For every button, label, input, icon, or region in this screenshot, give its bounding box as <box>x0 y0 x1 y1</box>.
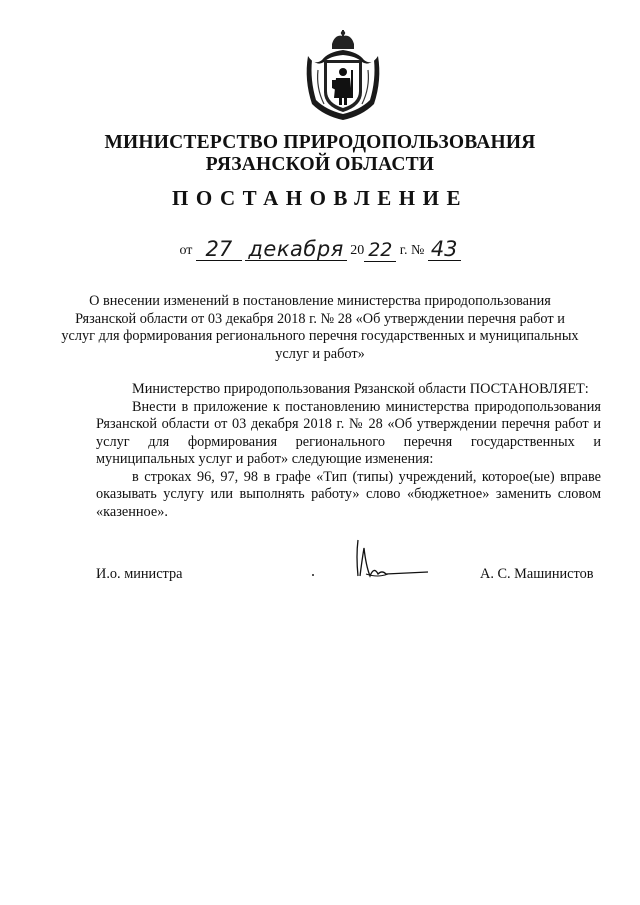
document-body <box>96 381 601 521</box>
signatory-name: А. С. Машинистов <box>480 566 594 582</box>
body-paragraph-resolves: Министерство природопользования Рязанской области ПОСТАНОВЛЯЕТ: <box>132 381 589 397</box>
body-paragraph-change: в строках 96, 97, 98 в графе «Тип (типы) учреждений, которое(ые) вправе оказывать услугу или выполнять работу» слово «бюджетное» заменить словом «казенное». <box>96 468 601 520</box>
date-prefix: от <box>179 243 193 258</box>
number-label: № <box>410 243 425 258</box>
ministry-name-line1: МИНИСТЕРСТВО ПРИРОДОПОЛЬЗОВАНИЯ <box>104 132 536 153</box>
handwritten-day: 27 <box>196 238 242 261</box>
ministry-name-line2: РЯЗАНСКОЙ ОБЛАСТИ <box>205 154 435 175</box>
stray-mark <box>312 574 314 576</box>
year-label: г. <box>399 243 408 258</box>
handwritten-month: декабря <box>245 238 346 261</box>
document-subject: О внесении изменений в постановление министерства природопользования Рязанской области от 03 декабря 2018 г. № 28 «Об утверждении перечня работ и услуг для формирования регионального перечня государственных и муниципальных услуг и работ» <box>61 293 579 362</box>
coat-of-arms-emblem <box>302 30 384 122</box>
signatory-position: И.о. министра <box>96 566 183 582</box>
handwritten-number: 43 <box>428 238 461 261</box>
document-type-title: ПОСТАНОВЛЕНИЕ <box>172 186 468 210</box>
year-prefix: 20 <box>350 243 365 258</box>
body-paragraph-amend: Внести в приложение к постановлению министерства природопользования Рязанской области от 03 декабря 2018 г. № 28 «Об утверждении перечня работ и услуг для формирования регионального перечня государственных и муниципальных услуг и работ» следующие изменения: <box>96 398 601 467</box>
date-and-number-line <box>0 238 640 262</box>
handwritten-year-suffix: 22 <box>364 239 396 262</box>
handwritten-signature <box>348 536 432 582</box>
